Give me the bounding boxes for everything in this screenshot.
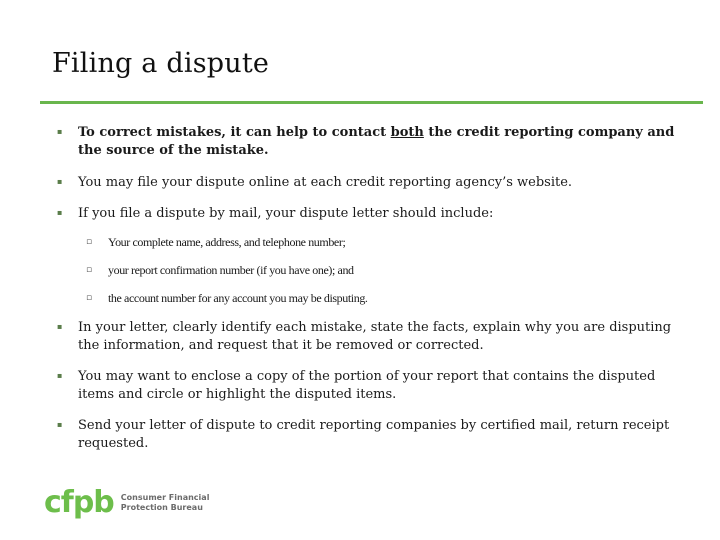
bullet-1-underlined: both: [390, 125, 424, 140]
bullet-1-text: [78, 124, 688, 160]
slide-title: Filing a dispute: [52, 48, 270, 79]
cfpb-logo: [44, 485, 210, 520]
bullet-marker: ▪: [57, 371, 63, 380]
bullet-marker: ▪: [57, 127, 63, 136]
sub-bullet-marker: ▫: [86, 265, 93, 275]
bullet-2-text: You may file your dispute online at each credit reporting agency’s website.: [78, 175, 573, 190]
title-divider: [40, 101, 703, 104]
bullet-marker: ▪: [57, 420, 63, 429]
bullet-6-text: Send your letter of dispute to credit reporting companies by certified mail, return receipt requested.: [78, 418, 670, 451]
cfpb-logo-mark: cfpb: [44, 485, 114, 520]
bullet-1-pre: To correct mistakes, it can help to contact: [78, 125, 391, 140]
sub-bullet-1-text: Your complete name, address, and telephone number;: [108, 235, 346, 249]
bullet-marker: ▪: [57, 177, 63, 186]
bullet-3-text: If you file a dispute by mail, your dispute letter should include:: [78, 206, 494, 221]
sub-bullet-marker: ▫: [86, 237, 93, 247]
bullet-marker: ▪: [57, 208, 63, 217]
sub-bullet-2-text: your report confirmation number (if you have one); and: [108, 263, 354, 277]
bullet-1-post: the credit reporting company and the source of the mistake.: [78, 125, 675, 158]
cfpb-logo-text: [121, 493, 210, 513]
logo-line-2: Protection Bureau: [120, 503, 203, 512]
bullet-marker: ▪: [57, 322, 63, 331]
sub-bullet-3-text: the account number for any account you may be disputing.: [108, 291, 368, 305]
sub-bullet-marker: ▫: [86, 293, 93, 303]
logo-line-1: Consumer Financial: [120, 493, 210, 502]
bullet-5-text: You may want to enclose a copy of the portion of your report that contains the disputed items and circle or highlight the disputed items.: [78, 369, 656, 402]
bullet-4-text: In your letter, clearly identify each mistake, state the facts, explain why you are disputing the information, and request that it be removed or corrected.: [78, 320, 672, 353]
